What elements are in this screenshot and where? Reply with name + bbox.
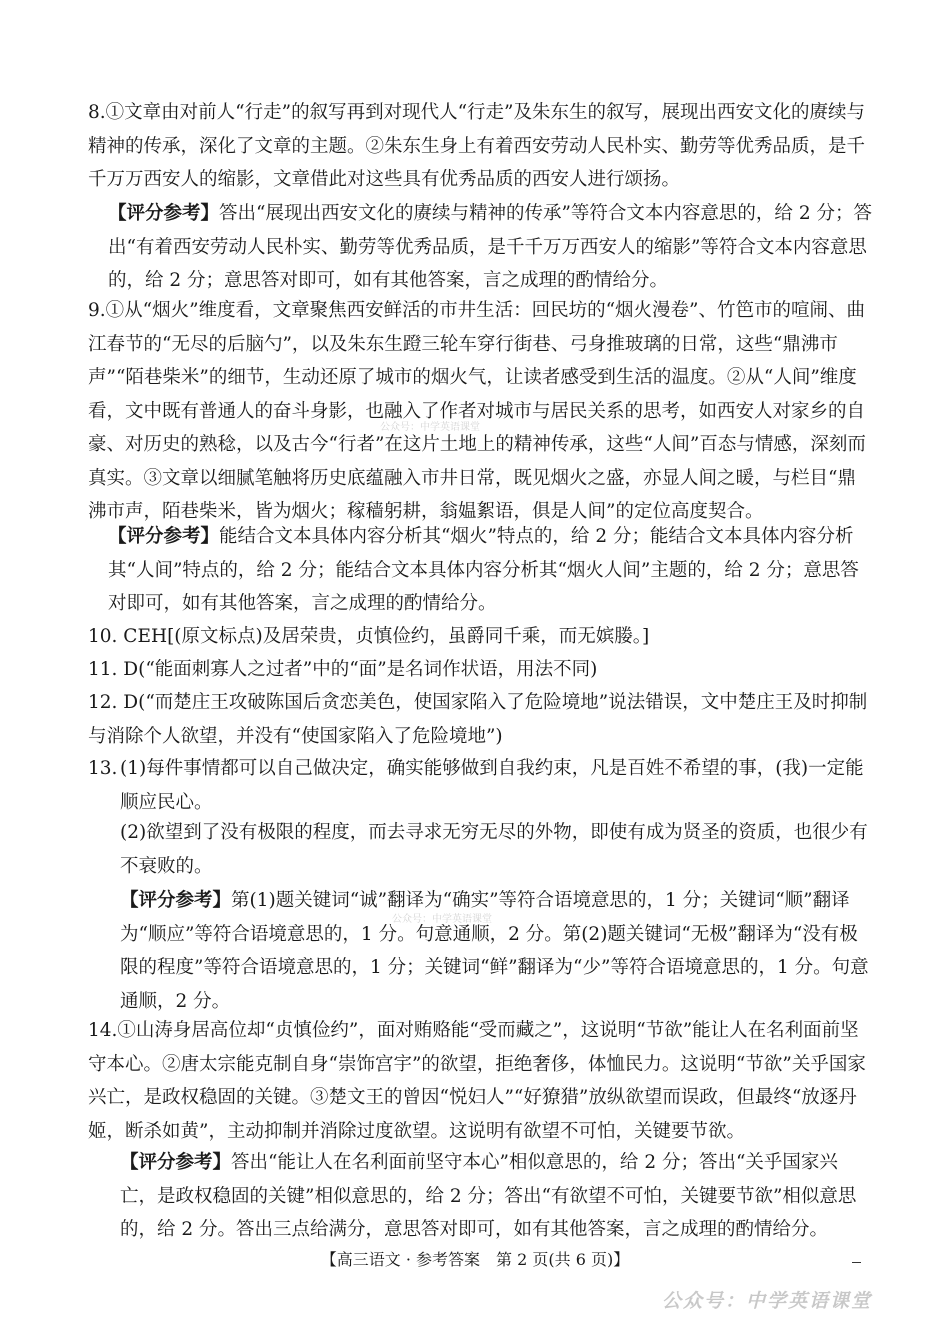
q8-scoring bbox=[108, 197, 872, 298]
q13-scoring-tag: 【评分参考】 bbox=[120, 890, 232, 911]
q13-scoring-text: 第(1)题关键词“诚”翻译为“确实”等符合语境意思的，1 分；关键词“顺”翻译为“顺应”等符合语境意思的，1 分。句意通顺，2 分。第(2)题关键词“无极”翻译为“没有极限的程度”等符合语境意思的，1 分；关键词“鲜”翻译为“少”等符合语境意思的，1 分。句意通顺，2 分。 bbox=[120, 890, 869, 1012]
q9-scoring-tag: 【评分参考】 bbox=[108, 526, 220, 547]
q14-scoring-tag: 【评分参考】 bbox=[120, 1152, 232, 1173]
q8-scoring-tag: 【评分参考】 bbox=[108, 203, 220, 224]
q12-answer: 12. D(“而楚庄王攻破陈国后贪恋美色，使国家陷入了危险境地”说法错误，文中楚庄王及时抑制与消除个人欲望，并没有“使国家陷入了危险境地”) bbox=[88, 692, 868, 747]
faint-watermark-2: 公众号：中学英语课堂 bbox=[392, 914, 492, 925]
q13-part1: (1)每件事情都可以自己做决定，确实能够做到自我约束，凡是百姓不希望的事，(我)一定能顺应民心。 bbox=[120, 758, 864, 813]
q8-answer: 8.①文章由对前人“行走”的叙写再到对现代人“行走”及朱东生的叙写，展现出西安文化的赓续与精神的传承，深化了文章的主题。②朱东生身上有着西安劳动人民朴实、勤劳等优秀品质，是千千万万西安人的缩影，文章借此对这些具有优秀品质的西安人进行颂扬。 bbox=[88, 102, 866, 190]
q14-scoring bbox=[120, 1146, 872, 1247]
q9-answer: 9.①从“烟火”维度看，文章聚焦西安鲜活的市井生活：回民坊的“烟火漫卷”、竹笆市的喧闹、曲江春节的“无尽的后脑勺”，以及朱东生蹬三轮车穿行街巷、弓身推玻璃的日常，这些“鼎沸市声”“陌巷柴米”的细节，生动还原了城市的烟火气，让读者感受到生活的温度。②从“人间”维度看，文中既有普通人的奋斗身影，也融入了作者对城市与居民关系的思考，如西安人对家乡的自豪、对历史的熟稔，以及古今“行者”在这片土地上的精神传承，这些“人间”百态与情感，深刻而真实。③文章以细腻笔触将历史底蕴融入市井日常，既见烟火之盛，亦显人间之暖，与栏目“鼎沸市声，陌巷柴米，皆为烟火；稼穑躬耕，翁媪絮语，俱是人间”的定位高度契合。 bbox=[88, 300, 866, 522]
q10-answer: 10. CEH[(原文标点)及居荣贵，贞慎俭约，虽爵同千乘，而无嫔媵。] bbox=[88, 626, 650, 647]
q13-number: 13. bbox=[88, 758, 118, 779]
watermark-text: 公众号：中学英语课堂 bbox=[661, 1290, 872, 1312]
q13-part2: (2)欲望到了没有极限的程度，而去寻求无穷无尽的外物，即使有成为贤圣的资质，也很少有不衰败的。 bbox=[120, 822, 868, 877]
page-footer: 【高三语文 · 参考答案 第 2 页(共 6 页)】 bbox=[320, 1250, 630, 1269]
q9-scoring-text: 能结合文本具体内容分析其“烟火”特点的，给 2 分；能结合文本具体内容分析其“人间”特点的，给 2 分；能结合文本具体内容分析其“烟火人间”主题的，给 2 分；意思答对即可，如有其他答案，言之成理的酌情给分。 bbox=[108, 526, 859, 614]
q11-answer: 11. D(“能面刺寡人之过者”中的“面”是名词作状语，用法不同) bbox=[88, 659, 598, 680]
q14-scoring-text: 答出“能让人在名利面前坚守本心”相似意思的，给 2 分；答出“关乎国家兴亡，是政权稳固的关键”相似意思的，给 2 分；答出“有欲望不可怕，关键要节欲”相似意思的，给 2 分。答出三点给满分，意思答对即可，如有其他答案，言之成理的酌情给分。 bbox=[120, 1152, 857, 1240]
q13-scoring bbox=[120, 884, 872, 1018]
footer-dash bbox=[852, 1262, 861, 1263]
q9-scoring bbox=[108, 520, 872, 621]
q14-answer: 14.①山涛身居高位却“贞慎俭约”，面对贿赂能“受而藏之”，这说明“节欲”能让人在名利面前坚守本心。②唐太宗能克制自身“崇饰宫宇”的欲望，拒绝奢侈，体恤民力。这说明“节欲”关乎国家兴亡，是政权稳固的关键。③楚文王的曾因“悦妇人”“好獠猎”放纵欲望而误政，但最终“放逐丹姬，断杀如黄”，主动抑制并消除过度欲望。这说明有欲望不可怕，关键要节欲。 bbox=[88, 1020, 866, 1142]
q8-scoring-text: 答出“展现出西安文化的赓续与精神的传承”等符合文本内容意思的，给 2 分；答出“有着西安劳动人民朴实、勤劳等优秀品质，是千千万万西安人的缩影”等符合文本内容意思的，给 2 分；意思答对即可，如有其他答案，言之成理的酌情给分。 bbox=[108, 203, 872, 291]
faint-watermark-1: 公众号：中学英语课堂 bbox=[380, 422, 480, 433]
